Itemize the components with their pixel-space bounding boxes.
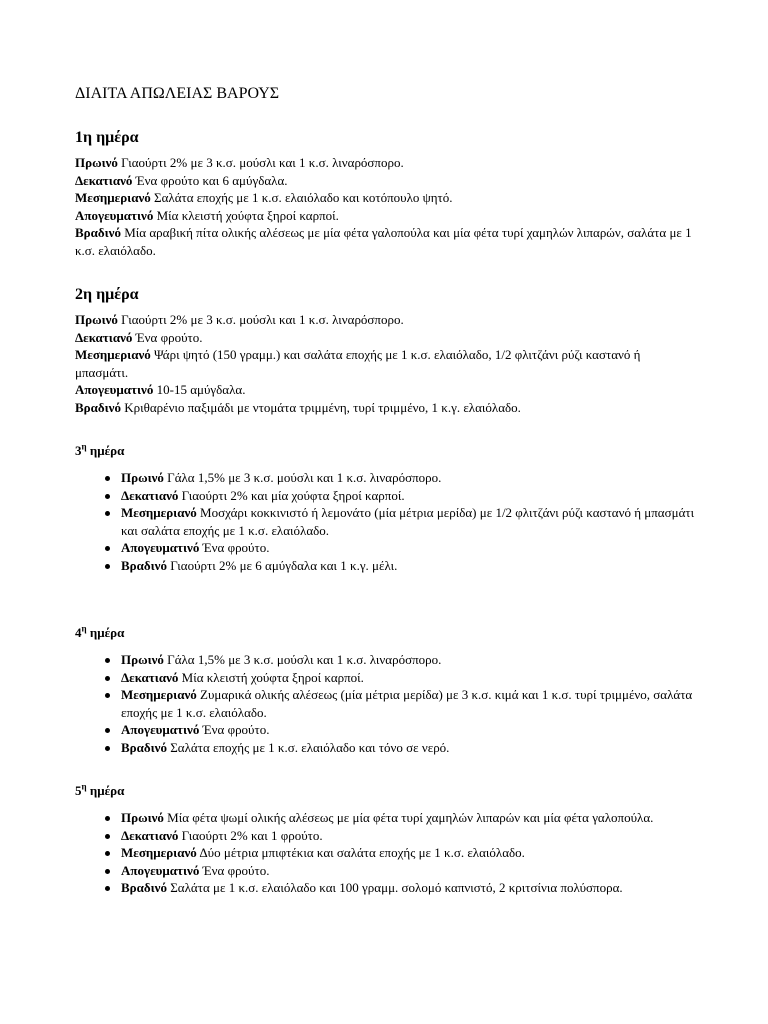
day-1-section	[75, 128, 695, 259]
meal-line	[75, 329, 695, 347]
meal-label: Απογευματινό	[75, 207, 154, 223]
meal-text: Ένα φρούτο.	[202, 862, 270, 878]
meal-text: Γιαούρτι 2% με 6 αμύγδαλα και 1 κ.γ. μέλι.	[170, 557, 398, 573]
meal-list	[75, 651, 695, 756]
day-number: 4	[75, 625, 82, 640]
meal-label: Απογευματινό	[75, 382, 154, 397]
meal-text: Μία κλειστή χούφτα ξηροί καρποί.	[156, 207, 339, 223]
day-heading: 1η ημέρα	[75, 129, 139, 146]
meal-text: Γιαούρτι 2% και 1 φρούτο.	[181, 827, 323, 843]
meal-line	[75, 172, 695, 190]
meal-line	[75, 224, 695, 259]
meal-label: Δεκατιανό	[121, 669, 179, 685]
day-2-section	[75, 285, 695, 416]
day-word: ημέρα	[89, 625, 125, 640]
meal-list	[75, 154, 695, 259]
meal-list	[75, 311, 695, 416]
meal-line	[75, 381, 695, 399]
meal-text: Σαλάτα εποχής με 1 κ.σ. ελαιόλαδο και κοτόπουλο ψητό.	[154, 190, 453, 205]
meal-text: Ένα φρούτο.	[135, 329, 203, 345]
meal-text: Ζυμαρικά ολικής αλέσεως (μία μέτρια μερίδα) με 3 κ.σ. κιμά και 1 κ.σ. τυρί τριμμένο, σαλάτα εποχής με 1 κ.σ. ελαιόλαδο.	[121, 687, 693, 720]
meal-label: Μεσημεριανό	[75, 190, 151, 205]
day-number: 5	[75, 783, 82, 798]
meal-text: Μία φέτα ψωμί ολικής αλέσεως με μία φέτα τυρί χαμηλών λιπαρών και μία φέτα γαλοπούλα.	[167, 810, 654, 825]
meal-label: Βραδινό	[121, 557, 167, 573]
meal-text: Ένα φρούτο.	[202, 722, 270, 737]
meal-line	[75, 189, 695, 207]
meal-label: Απογευματινό	[121, 722, 200, 737]
list-item	[121, 721, 695, 739]
meal-label: Πρωινό	[75, 155, 118, 170]
list-item	[121, 862, 695, 880]
meal-text: Μία κλειστή χούφτα ξηροί καρποί.	[181, 669, 364, 685]
list-item	[121, 487, 695, 505]
meal-line	[75, 399, 695, 417]
meal-text: Γιαούρτι 2% και μία χούφτα ξηροί καρποί.	[181, 487, 405, 503]
meal-text: Σαλάτα εποχής με 1 κ.σ. ελαιόλαδο και τόνο σε νερό.	[170, 739, 450, 755]
meal-label: Μεσημεριανό	[121, 687, 197, 702]
day-heading	[75, 442, 695, 459]
day-ordinal: η	[81, 441, 87, 452]
meal-label: Απογευματινό	[121, 862, 200, 878]
list-item	[121, 504, 695, 539]
day-heading	[75, 624, 695, 641]
meal-label: Μεσημεριανό	[121, 505, 197, 520]
list-item	[121, 686, 695, 721]
meal-text: Γιαούρτι 2% με 3 κ.σ. μούσλι και 1 κ.σ. λιναρόσπορο.	[121, 155, 404, 170]
meal-text: Ένα φρούτο και 6 αμύγδαλα.	[135, 172, 288, 188]
document-body	[75, 84, 695, 923]
meal-text: Γιαούρτι 2% με 3 κ.σ. μούσλι και 1 κ.σ. λιναρόσπορο.	[121, 312, 404, 327]
meal-label: Δεκατιανό	[121, 827, 179, 843]
day-5-section	[75, 782, 695, 897]
meal-label: Πρωινό	[75, 312, 118, 327]
day-ordinal: η	[81, 623, 87, 634]
document-title: ΔΙΑΙΤΑ ΑΠΩΛΕΙΑΣ ΒΑΡΟΥΣ	[75, 85, 280, 102]
meal-line	[75, 154, 695, 172]
meal-label: Βραδινό	[121, 739, 167, 755]
day-word: ημέρα	[89, 783, 125, 798]
list-item	[121, 669, 695, 687]
day-word: ημέρα	[89, 443, 125, 458]
meal-line	[75, 311, 695, 329]
meal-text: Ψάρι ψητό (150 γραμμ.) και σαλάτα εποχής με 1 κ.σ. ελαιόλαδο, 1/2 φλιτζάνι ρύζι καστανό ή μπασμάτι.	[75, 347, 641, 380]
meal-text: Γάλα 1,5% με 3 κ.σ. μούσλι και 1 κ.σ. λιναρόσπορο.	[167, 652, 442, 667]
list-item	[121, 469, 695, 487]
meal-list	[75, 809, 695, 897]
meal-label: Πρωινό	[121, 652, 164, 667]
list-item	[121, 739, 695, 757]
meal-text: Μοσχάρι κοκκινιστό ή λεμονάτο (μία μέτρια μερίδα) με 1/2 φλιτζάνι ρύζι καστανό ή μπασμάτι και σαλάτα εποχής με 1 κ.σ. ελαιόλαδο.	[121, 505, 695, 538]
day-3-section	[75, 442, 695, 574]
day-4-section	[75, 624, 695, 756]
meal-text: Σαλάτα με 1 κ.σ. ελαιόλαδο και 100 γραμμ. σολομό καπνιστό, 2 κριτσίνια πολύσπορα.	[170, 880, 623, 895]
meal-text: Δύο μέτρια μπιφτέκια και σαλάτα εποχής με 1 κ.σ. ελαιόλαδο.	[199, 845, 525, 860]
meal-line	[75, 207, 695, 225]
meal-label: Δεκατιανό	[75, 329, 133, 345]
day-number: 3	[75, 443, 82, 458]
meal-label: Πρωινό	[121, 810, 164, 825]
list-item	[121, 827, 695, 845]
list-item	[121, 844, 695, 862]
list-item	[121, 809, 695, 827]
meal-text: Γάλα 1,5% με 3 κ.σ. μούσλι και 1 κ.σ. λιναρόσπορο.	[167, 470, 442, 485]
list-item	[121, 651, 695, 669]
meal-line	[75, 346, 695, 381]
list-item	[121, 879, 695, 897]
meal-text: Ένα φρούτο.	[202, 540, 270, 555]
day-heading	[75, 782, 695, 799]
list-item	[121, 557, 695, 575]
meal-label: Μεσημεριανό	[75, 347, 151, 362]
meal-text: Κριθαρένιο παξιμάδι με ντομάτα τριμμένη, τυρί τριμμένο, 1 κ.γ. ελαιόλαδο.	[124, 399, 521, 415]
day-heading: 2η ημέρα	[75, 286, 139, 303]
meal-label: Μεσημεριανό	[121, 845, 197, 860]
meal-text: 10-15 αμύγδαλα.	[156, 382, 246, 397]
day-ordinal: η	[81, 781, 87, 792]
meal-text: Μία αραβική πίτα ολικής αλέσεως με μία φέτα γαλοπούλα και μία φέτα τυρί χαμηλών λιπαρών, σαλάτα με 1 κ.σ. ελαιόλαδο.	[75, 225, 692, 258]
meal-label: Δεκατιανό	[75, 172, 133, 188]
meal-list	[75, 469, 695, 574]
list-item	[121, 539, 695, 557]
meal-label: Βραδινό	[121, 880, 167, 895]
meal-label: Απογευματινό	[121, 540, 200, 555]
meal-label: Βραδινό	[75, 399, 121, 415]
meal-label: Πρωινό	[121, 470, 164, 485]
meal-label: Βραδινό	[75, 225, 121, 240]
meal-label: Δεκατιανό	[121, 487, 179, 503]
